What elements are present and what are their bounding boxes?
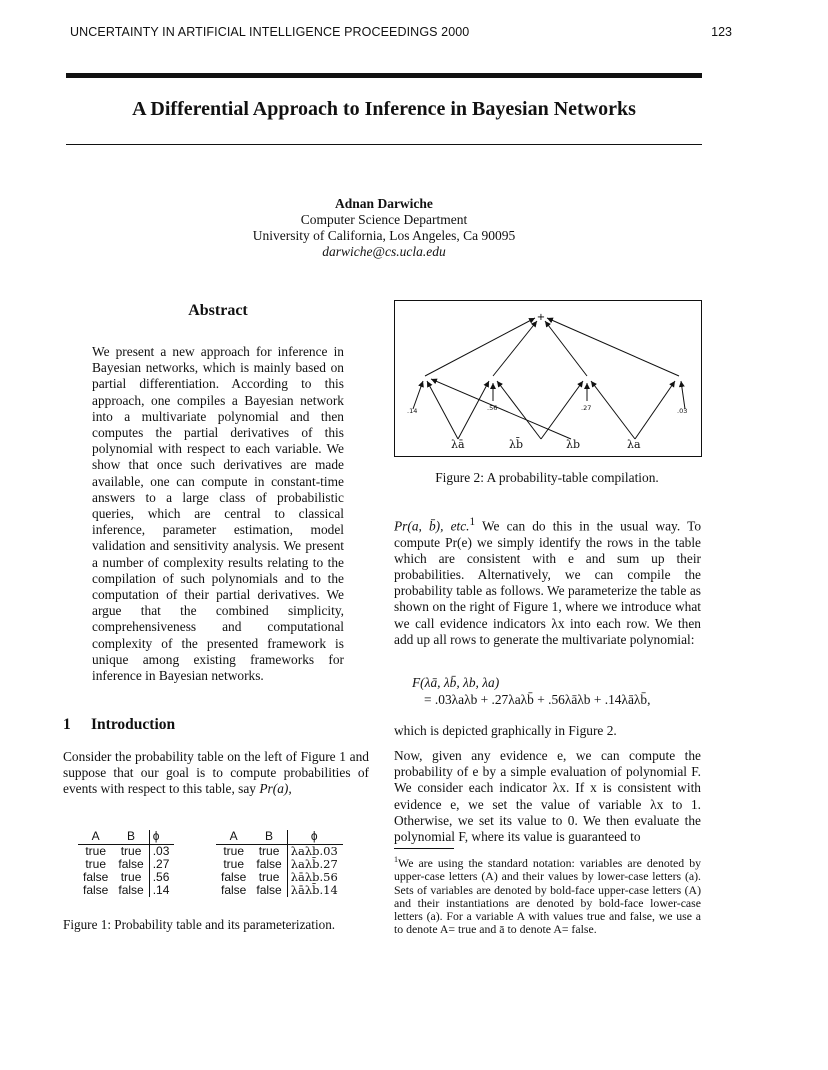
figure2-diagram	[394, 300, 702, 457]
author-name: Adnan Darwiche	[335, 196, 433, 211]
paper-title: A Differential Approach to Inference in Bayesian Networks	[132, 98, 636, 120]
table-row	[216, 845, 343, 859]
table-cell: true	[120, 870, 142, 884]
leaf-label: λb̄	[509, 438, 524, 451]
section-number: 1	[63, 716, 71, 733]
table-header-cell: ϕ	[149, 830, 174, 845]
edge	[541, 381, 583, 439]
table-cell: false	[256, 883, 282, 897]
figure2-caption: Figure 2: A probability-table compilation.	[435, 470, 659, 485]
table-header-row	[78, 830, 174, 845]
author-email: darwiche@cs.ucla.edu	[322, 244, 446, 259]
table-header-cell: B	[251, 830, 287, 845]
footnote-mark: 1	[394, 855, 398, 864]
page-number: 123	[711, 25, 732, 39]
edge	[427, 381, 458, 439]
table-cell: λāλb.56	[287, 871, 343, 884]
footnote	[394, 853, 701, 937]
equation-rhs: = .03λaλb + .27λaλb̄ + .56λāλb + .14λāλb̄,	[424, 692, 651, 707]
table-cell: false	[221, 883, 247, 897]
title-rule-bottom	[66, 144, 702, 145]
section-title: Introduction	[91, 716, 176, 733]
table-row	[78, 884, 174, 897]
product-label: .56	[487, 404, 498, 412]
root-node-label: +	[536, 312, 546, 323]
intro-paragraph	[63, 749, 369, 798]
table-cell: λaλb̄.27	[287, 858, 343, 871]
author-affiliation: University of California, Los Angeles, Ca 90095	[252, 228, 516, 243]
title-rule-top	[66, 73, 702, 78]
table-header-cell: A	[78, 830, 113, 845]
edge	[545, 321, 587, 376]
leaf-label: λb	[566, 438, 581, 451]
table-row	[216, 884, 343, 897]
table-cell: λāλb̄.14	[287, 884, 343, 897]
table-cell: true	[85, 844, 107, 858]
parameterized-table	[216, 830, 343, 897]
para-start: Pr(a, b̄), etc.	[394, 518, 470, 534]
table-cell: false	[83, 883, 109, 897]
table-cell: true	[258, 844, 280, 858]
table-cell: .03	[149, 845, 174, 859]
product-label: .14	[407, 407, 418, 415]
intro-text: Consider the probability table on the left of Figure 1 and suppose that our goal is to compute probabilities of events with respect to this table, say	[63, 749, 369, 797]
probability-table	[78, 830, 174, 897]
table-header-row	[216, 830, 343, 845]
footnote-ref: 1	[469, 516, 476, 528]
depicted-sentence: which is depicted graphically in Figure 2.	[394, 723, 617, 738]
edge	[493, 321, 537, 376]
edge	[425, 318, 535, 376]
table-header-cell: A	[216, 830, 251, 845]
table-cell: true	[85, 857, 107, 871]
table-cell: false	[221, 870, 247, 884]
table-header-cell: ϕ	[287, 830, 343, 845]
abstract-text: We present a new approach for inference in Bayesian networks, which is mainly based on partial differentiation. According to this approach, one compiles a Bayesian network into a multivariate polynomial and then computes the partial derivatives of this polynomial with respect to each variable. We show that once such derivatives are made available, one can compute in constant-time answers to a large class of probabilistic queries, which are central to classical inference, parameter estimation, model validation and sensitivity analysis. We present a number of complexity results relating to the compilation of such polynomials and to the computation of their partial derivatives. We argue that the combined simplicity, comprehensiveness and computational complexity of the presented framework is unique among existing frameworks for inference in Bayesian networks.	[92, 344, 344, 684]
edge	[458, 381, 489, 439]
abstract-heading: Abstract	[188, 302, 248, 319]
table-cell: true	[223, 844, 245, 858]
edge	[635, 381, 675, 439]
circuit-diagram	[395, 301, 701, 456]
table-cell: .56	[149, 871, 174, 884]
table-row	[78, 845, 174, 859]
edge	[547, 318, 679, 376]
table-cell: λaλb.03	[287, 845, 343, 859]
footnote-rule	[394, 848, 454, 849]
right-paragraph-1	[394, 514, 701, 648]
table-cell: false	[83, 870, 109, 884]
author-department: Computer Science Department	[300, 212, 468, 227]
figure1-caption: Figure 1: Probability table and its parameterization.	[63, 917, 336, 932]
table-cell: .27	[149, 858, 174, 871]
leaf-label: λa	[627, 438, 641, 451]
table-cell: true	[258, 870, 280, 884]
product-label: .03	[677, 407, 688, 415]
section-heading	[63, 716, 175, 734]
edge	[413, 381, 423, 409]
running-header: UNCERTAINTY IN ARTIFICIAL INTELLIGENCE PROCEEDINGS 2000	[70, 25, 470, 39]
table-cell: true	[223, 857, 245, 871]
table-cell: false	[118, 857, 144, 871]
edge	[591, 381, 635, 439]
table-cell: true	[120, 844, 142, 858]
equation-lhs: F(λā, λb̄, λb, λa)	[412, 675, 500, 690]
footnote-text: We are using the standard notation: variables are denoted by upper-case letters (A) and their values by lower-case letters (a). Sets of variables are denoted by bold-face upper-case letters (A) and their instantiations are denoted by bold-face lower-case letters (a). For a variable A with values true and false, we use a to denote A= true and ā to denote A= false.	[394, 855, 701, 937]
para-body: We can do this in the usual way. To compute Pr(e) we simply identify the rows in the table which are consistent with e and sum up their probabilities. Alternatively, we can compile the probability table as follows. We parameterize the table as shown on the right of Figure 1, where we introduce what we call evidence indicators λx into each row. We then add up all rows to generate the multivariate polynomial:	[394, 518, 702, 647]
table-header-cell: B	[113, 830, 149, 845]
right-paragraph-2: Now, given any evidence e, we can compute the probability of e by a simple evaluation of polynomial F. We consider each indicator λx. If x is consistent with evidence e, we set the value of variable λx to 1. Otherwise, we set its value to 0. We then evaluate the polynomial F, where its value is guaranteed to	[394, 748, 701, 845]
author-block	[66, 196, 702, 260]
product-label: .27	[581, 404, 592, 412]
intro-pr: Pr(a),	[259, 781, 292, 797]
edge	[681, 381, 685, 409]
table-cell: false	[118, 883, 144, 897]
edge	[431, 379, 571, 439]
table-cell: .14	[149, 884, 174, 897]
table-cell: false	[256, 857, 282, 871]
leaf-label: λā	[451, 438, 465, 451]
